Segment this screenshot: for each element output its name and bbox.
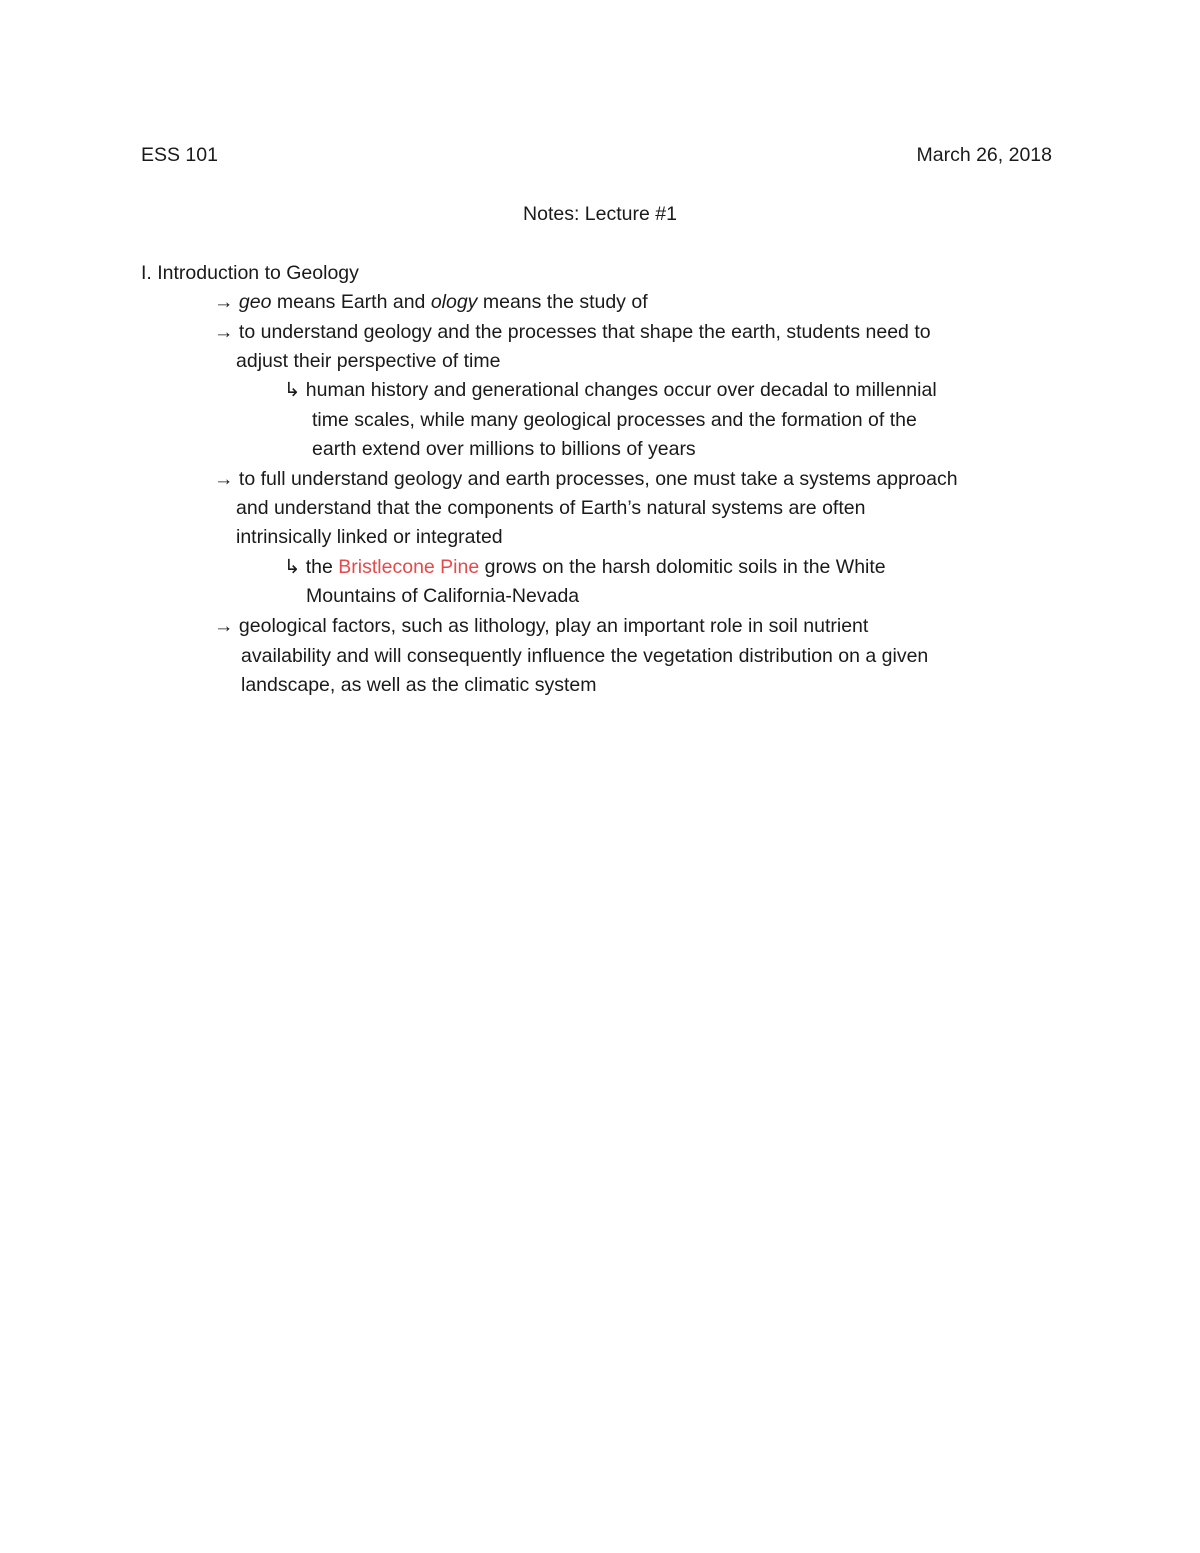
- course-code: ESS 101: [141, 144, 218, 166]
- arrow-icon: →: [214, 321, 234, 343]
- arrow-icon: →: [214, 468, 234, 490]
- lecture-date: March 26, 2018: [916, 144, 1052, 166]
- subbullet-timescales-line-2: time scales, while many geological processes and the formation of the: [312, 409, 917, 431]
- bullet-systems-line-1: → to full understand geology and earth processes, one must take a systems approach: [214, 468, 958, 490]
- arrow-icon: →: [214, 615, 234, 637]
- bullet-systems-line-3: intrinsically linked or integrated: [236, 526, 503, 548]
- bullet-lithology-line-1: → geological factors, such as lithology, play an important role in soil nutrient: [214, 615, 869, 637]
- page-title: Notes: Lecture #1: [523, 203, 677, 225]
- bullet-lithology-line-3: landscape, as well as the climatic system: [241, 674, 597, 696]
- subbullet-bristlecone-line-1: ↳ the Bristlecone Pine grows on the harsh dolomitic soils in the White: [284, 556, 886, 578]
- bullet-geo-ology: → geo means Earth and ology means the study of: [214, 291, 648, 313]
- bullet-systems-line-2: and understand that the components of Earth’s natural systems are often: [236, 497, 866, 519]
- section-heading: I. Introduction to Geology: [141, 262, 359, 284]
- subbullet-bristlecone-line-2: Mountains of California-Nevada: [306, 585, 580, 607]
- bullet-lithology-line-2: availability and will consequently influence the vegetation distribution on a given: [241, 645, 929, 667]
- term-ology: ology: [430, 291, 478, 313]
- term-geo: geo: [238, 291, 272, 313]
- subbullet-timescales-line-1: ↳ human history and generational changes occur over decadal to millennial: [284, 379, 937, 401]
- subbullet-timescales-line-3: earth extend over millions to billions of years: [312, 438, 696, 460]
- highlight-bristlecone-pine: Bristlecone Pine: [338, 556, 480, 578]
- bullet-perspective-line-2: adjust their perspective of time: [236, 350, 501, 372]
- bullet-perspective-line-1: → to understand geology and the processes that shape the earth, students need to: [214, 321, 931, 343]
- arrow-icon: →: [214, 291, 234, 313]
- sub-arrow-icon: ↳: [284, 379, 301, 401]
- sub-arrow-icon: ↳: [284, 556, 301, 578]
